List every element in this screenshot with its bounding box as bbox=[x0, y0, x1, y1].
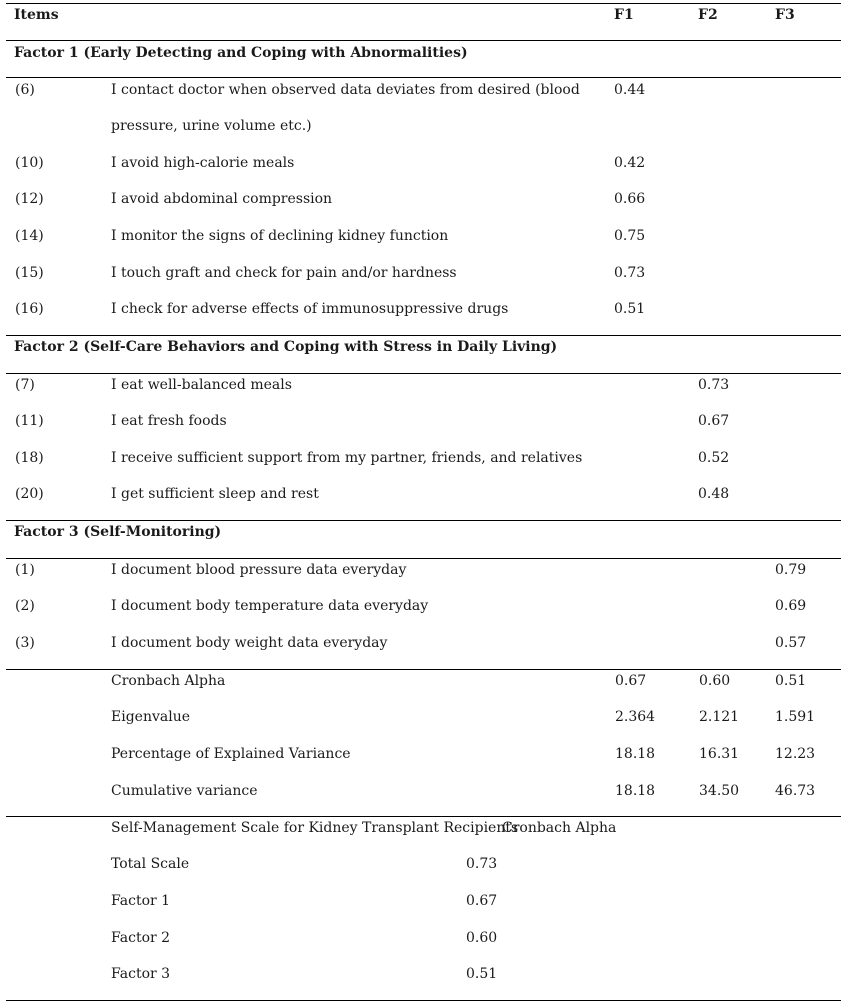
factor3-title: Factor 3 (Self-Monitoring) bbox=[14, 524, 222, 540]
alpha-header: Cronbach Alpha bbox=[502, 820, 617, 836]
stat-label: Percentage of Explained Variance bbox=[111, 746, 351, 762]
alpha-value: 0.60 bbox=[466, 930, 498, 946]
item-number: (1) bbox=[15, 562, 35, 578]
stat-f2: 34.50 bbox=[699, 783, 740, 799]
alpha-label: Total Scale bbox=[111, 856, 190, 872]
stats-row bbox=[0, 706, 846, 728]
item-text: I check for adverse effects of immunosuppressive drugs bbox=[111, 301, 509, 317]
stat-f1: 18.18 bbox=[615, 746, 656, 762]
stat-f3: 46.73 bbox=[775, 783, 816, 799]
header-f3: F3 bbox=[775, 7, 795, 23]
item-number: (10) bbox=[15, 155, 44, 171]
item-text: I avoid high-calorie meals bbox=[111, 155, 295, 171]
stat-label: Cumulative variance bbox=[111, 783, 258, 799]
item-number: (6) bbox=[15, 82, 35, 98]
item-number: (11) bbox=[15, 413, 44, 429]
factor2-title-row bbox=[0, 336, 846, 358]
factor3-title-row bbox=[0, 521, 846, 543]
alpha-label: Factor 1 bbox=[111, 893, 171, 909]
loading-f2: 0.67 bbox=[698, 413, 730, 429]
loading-f1: 0.44 bbox=[614, 82, 646, 98]
loading-f3: 0.57 bbox=[775, 635, 807, 651]
alpha-label: Factor 3 bbox=[111, 966, 171, 982]
stat-label: Cronbach Alpha bbox=[111, 673, 226, 689]
item-text: I contact doctor when observed data deviates from desired (blood bbox=[111, 82, 580, 98]
stat-label: Eigenvalue bbox=[111, 709, 190, 725]
item-text: pressure, urine volume etc.) bbox=[111, 118, 312, 134]
item-text: I receive sufficient support from my partner, friends, and relatives bbox=[111, 450, 583, 466]
loading-f2: 0.73 bbox=[698, 377, 730, 393]
alpha-header-row bbox=[0, 817, 846, 839]
table-row bbox=[0, 188, 846, 210]
table-row bbox=[0, 559, 846, 581]
item-text: I avoid abdominal compression bbox=[111, 191, 333, 207]
item-number: (15) bbox=[15, 265, 44, 281]
table-row bbox=[0, 595, 846, 617]
item-number: (20) bbox=[15, 486, 44, 502]
loading-f1: 0.51 bbox=[614, 301, 646, 317]
table-row bbox=[0, 152, 846, 174]
alpha-value: 0.73 bbox=[466, 856, 498, 872]
alpha-row bbox=[0, 853, 846, 875]
loading-f2: 0.52 bbox=[698, 450, 730, 466]
alpha-label: Factor 2 bbox=[111, 930, 171, 946]
table-row bbox=[0, 374, 846, 396]
stat-f3: 12.23 bbox=[775, 746, 816, 762]
table-row-continuation bbox=[0, 115, 846, 137]
stat-f3: 0.51 bbox=[775, 673, 807, 689]
loading-f2: 0.48 bbox=[698, 486, 730, 502]
item-text: I eat well-balanced meals bbox=[111, 377, 292, 393]
stat-f3: 1.591 bbox=[775, 709, 816, 725]
table-row bbox=[0, 225, 846, 247]
stat-f2: 2.121 bbox=[699, 709, 740, 725]
loading-f1: 0.66 bbox=[614, 191, 646, 207]
loading-f1: 0.42 bbox=[614, 155, 646, 171]
item-number: (2) bbox=[15, 598, 35, 614]
item-text: I eat fresh foods bbox=[111, 413, 227, 429]
item-number: (3) bbox=[15, 635, 35, 651]
loading-f1: 0.75 bbox=[614, 228, 646, 244]
stats-row bbox=[0, 743, 846, 765]
item-number: (14) bbox=[15, 228, 44, 244]
loading-f3: 0.79 bbox=[775, 562, 807, 578]
alpha-value: 0.67 bbox=[466, 893, 498, 909]
item-number: (7) bbox=[15, 377, 35, 393]
stat-f2: 0.60 bbox=[699, 673, 731, 689]
table-rule bbox=[6, 77, 841, 78]
table-header-row bbox=[0, 4, 846, 26]
table-row bbox=[0, 410, 846, 432]
stat-f2: 16.31 bbox=[699, 746, 740, 762]
item-number: (18) bbox=[15, 450, 44, 466]
factor1-title-row bbox=[0, 42, 846, 64]
item-text: I document blood pressure data everyday bbox=[111, 562, 407, 578]
loading-f1: 0.73 bbox=[614, 265, 646, 281]
header-f2: F2 bbox=[698, 7, 718, 23]
item-text: I get sufficient sleep and rest bbox=[111, 486, 319, 502]
alpha-row bbox=[0, 890, 846, 912]
stat-f1: 2.364 bbox=[615, 709, 656, 725]
table-row bbox=[0, 483, 846, 505]
header-f1: F1 bbox=[614, 7, 634, 23]
alpha-row bbox=[0, 963, 846, 985]
table-row bbox=[0, 298, 846, 320]
table-row bbox=[0, 632, 846, 654]
stat-f1: 0.67 bbox=[615, 673, 647, 689]
item-text: I touch graft and check for pain and/or hardness bbox=[111, 265, 457, 281]
table-row bbox=[0, 262, 846, 284]
table-row bbox=[0, 79, 846, 101]
item-number: (16) bbox=[15, 301, 44, 317]
table-rule-bottom bbox=[6, 1000, 841, 1001]
item-text: I monitor the signs of declining kidney function bbox=[111, 228, 449, 244]
item-number: (12) bbox=[15, 191, 44, 207]
scale-label: Self-Management Scale for Kidney Transplant Recipients bbox=[111, 820, 519, 836]
item-text: I document body temperature data everyday bbox=[111, 598, 429, 614]
loading-f3: 0.69 bbox=[775, 598, 807, 614]
stat-f1: 18.18 bbox=[615, 783, 656, 799]
item-text: I document body weight data everyday bbox=[111, 635, 388, 651]
stats-row bbox=[0, 780, 846, 802]
alpha-value: 0.51 bbox=[466, 966, 498, 982]
table-rule bbox=[6, 40, 841, 41]
header-items: Items bbox=[14, 7, 59, 23]
stats-row bbox=[0, 670, 846, 692]
factor2-title: Factor 2 (Self-Care Behaviors and Coping with Stress in Daily Living) bbox=[14, 339, 558, 355]
alpha-row bbox=[0, 927, 846, 949]
table-row bbox=[0, 447, 846, 469]
factor1-title: Factor 1 (Early Detecting and Coping with Abnormalities) bbox=[14, 45, 468, 61]
